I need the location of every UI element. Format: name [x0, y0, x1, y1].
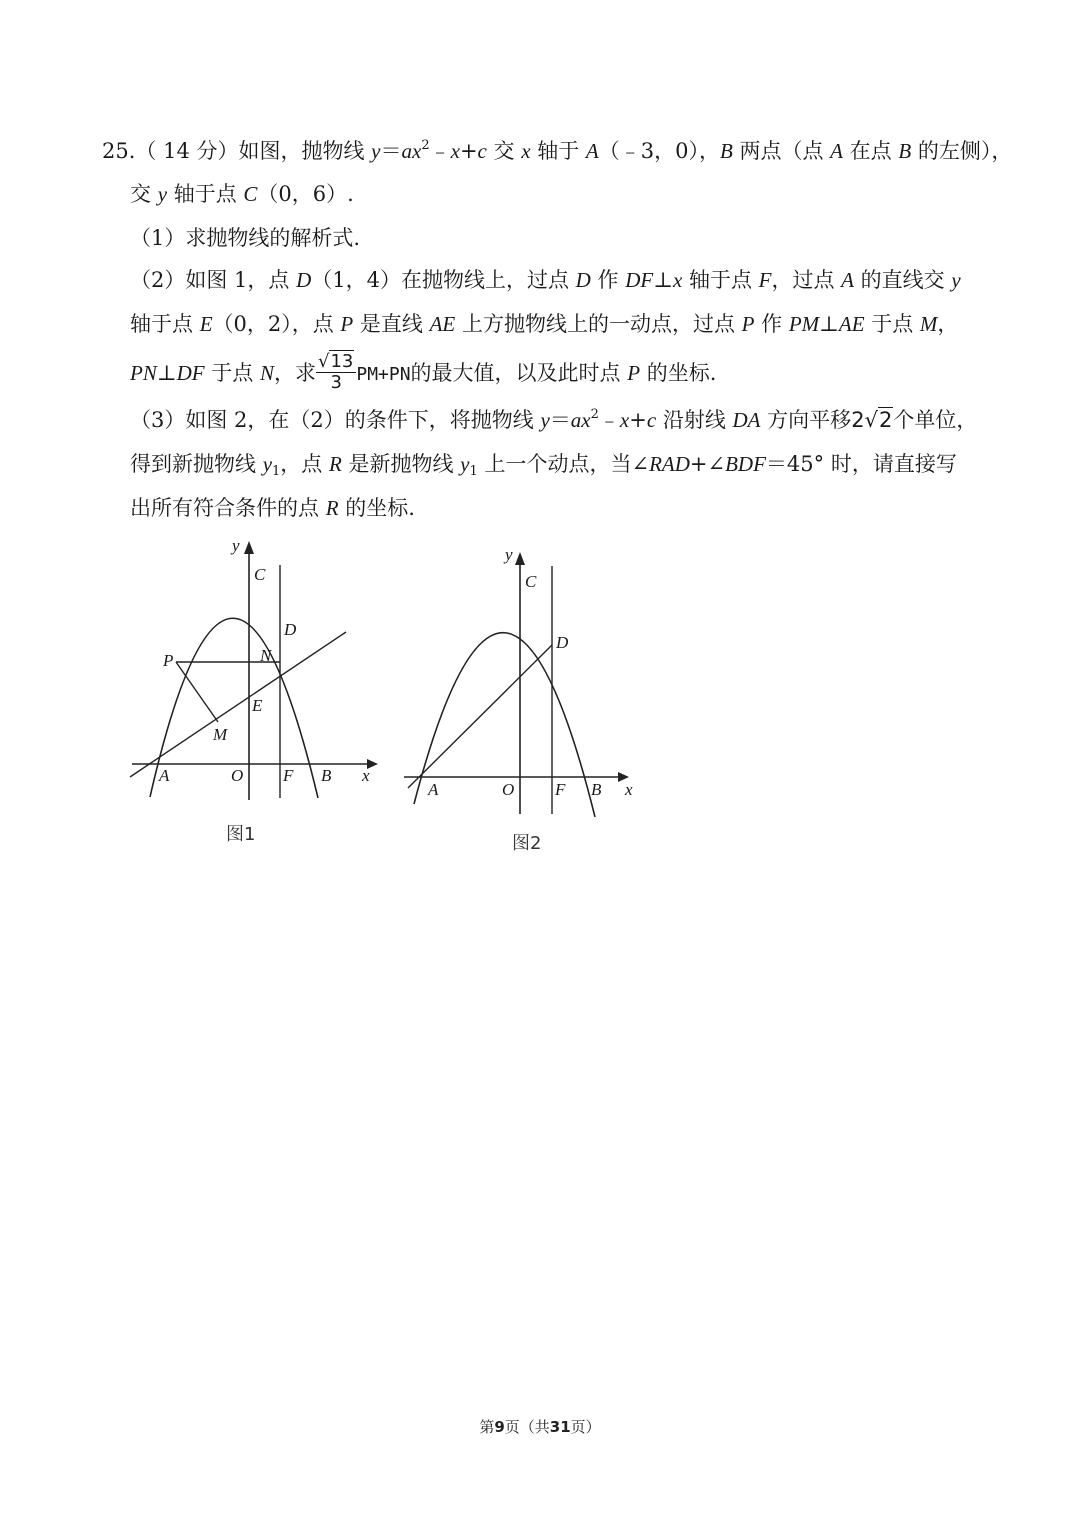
figure-1 [128, 535, 388, 810]
figure-2-diagram [400, 542, 645, 822]
part-2-line-1: （2）如图 1，点 D（1，4）在抛物线上，过点 D 作 DF⊥x 轴于点 F，过点 A 的直线交 y [130, 268, 961, 292]
fig1-label-x: x [362, 766, 370, 785]
problem-line-1: 25.（ 14 分）如图，抛物线 $y=ax^2﹣x+c$ 交 x 轴于 A（﹣3，0），B 两点（点 A 在点 B 的左侧）， [102, 138, 1013, 163]
figure-1-caption: 图1 [226, 824, 256, 845]
part-2-line-2: 轴于点 E（0，2），点 P 是直线 AE 上方抛物线上的一动点，过点 P 作 PM⊥AE 于点 M， [130, 312, 959, 336]
part-3-line-2: 得到新抛物线 $y_1$，点 R 是新抛物线 $y_1$ 上一个动点，当∠RAD+∠BDF＝45° 时，请直接写 [130, 452, 957, 479]
fig1-label-P: P [163, 651, 174, 670]
fig2-label-O: O [502, 780, 515, 799]
expression-pm-pn: PM+PN [356, 364, 411, 385]
current-page: 9 [494, 1418, 505, 1436]
part-1: （1）求抛物线的解析式. [130, 226, 361, 250]
fig2-label-F: F [555, 780, 566, 799]
fig1-label-E: E [252, 696, 263, 715]
figure-2-caption: 图2 [512, 833, 542, 854]
fig1-label-F: F [283, 766, 294, 785]
fig2-label-A: A [428, 780, 439, 799]
problem-line-2: 交 y 轴于点 C（0，6）. [130, 182, 354, 206]
fig2-label-x: x [625, 780, 633, 799]
figure-1-diagram [128, 535, 388, 810]
fraction-sqrt13-over-3: $\frac{√13}{3}$ [316, 352, 356, 393]
part-2-line-3: PN⊥DF 于点 N，求 $\frac{√13}{3}$ PM+PN的最大值，以及此时点 P 的坐标. [130, 351, 717, 393]
page-footer: 第9页（共31页） [479, 1418, 601, 1436]
problem-number: 25. [102, 139, 136, 163]
fig2-segment-AD [408, 645, 552, 788]
total-pages: 31 [549, 1418, 571, 1436]
part-3-line-3: 出所有符合条件的点 R 的坐标. [130, 496, 415, 520]
fig1-label-B: B [321, 766, 332, 785]
fig1-y-arrow [244, 541, 254, 554]
fig2-label-B: B [591, 780, 602, 799]
fig1-label-D: D [284, 620, 297, 639]
fig1-segment-PM [176, 662, 218, 722]
part-3-line-1: （3）如图 2，在（2）的条件下，将抛物线 $y=ax^2﹣x+c$ 沿射线 DA 方向平移2√2个单位， [130, 407, 978, 432]
fig1-label-M: M [213, 725, 228, 744]
fig2-label-D: D [556, 633, 569, 652]
fig2-label-C: C [525, 572, 537, 591]
shift-2sqrt2: 2√2 [851, 408, 893, 432]
fig1-label-O: O [231, 766, 244, 785]
fig1-label-A: A [159, 766, 170, 785]
problem-score: （ 14 分） [135, 139, 239, 163]
fig1-label-y: y [232, 536, 240, 555]
fig1-label-N: N [260, 646, 272, 665]
fig2-y-arrow [515, 552, 525, 565]
fig1-label-C: C [254, 565, 266, 584]
figure-2 [400, 542, 645, 822]
fig2-label-y: y [505, 545, 513, 564]
